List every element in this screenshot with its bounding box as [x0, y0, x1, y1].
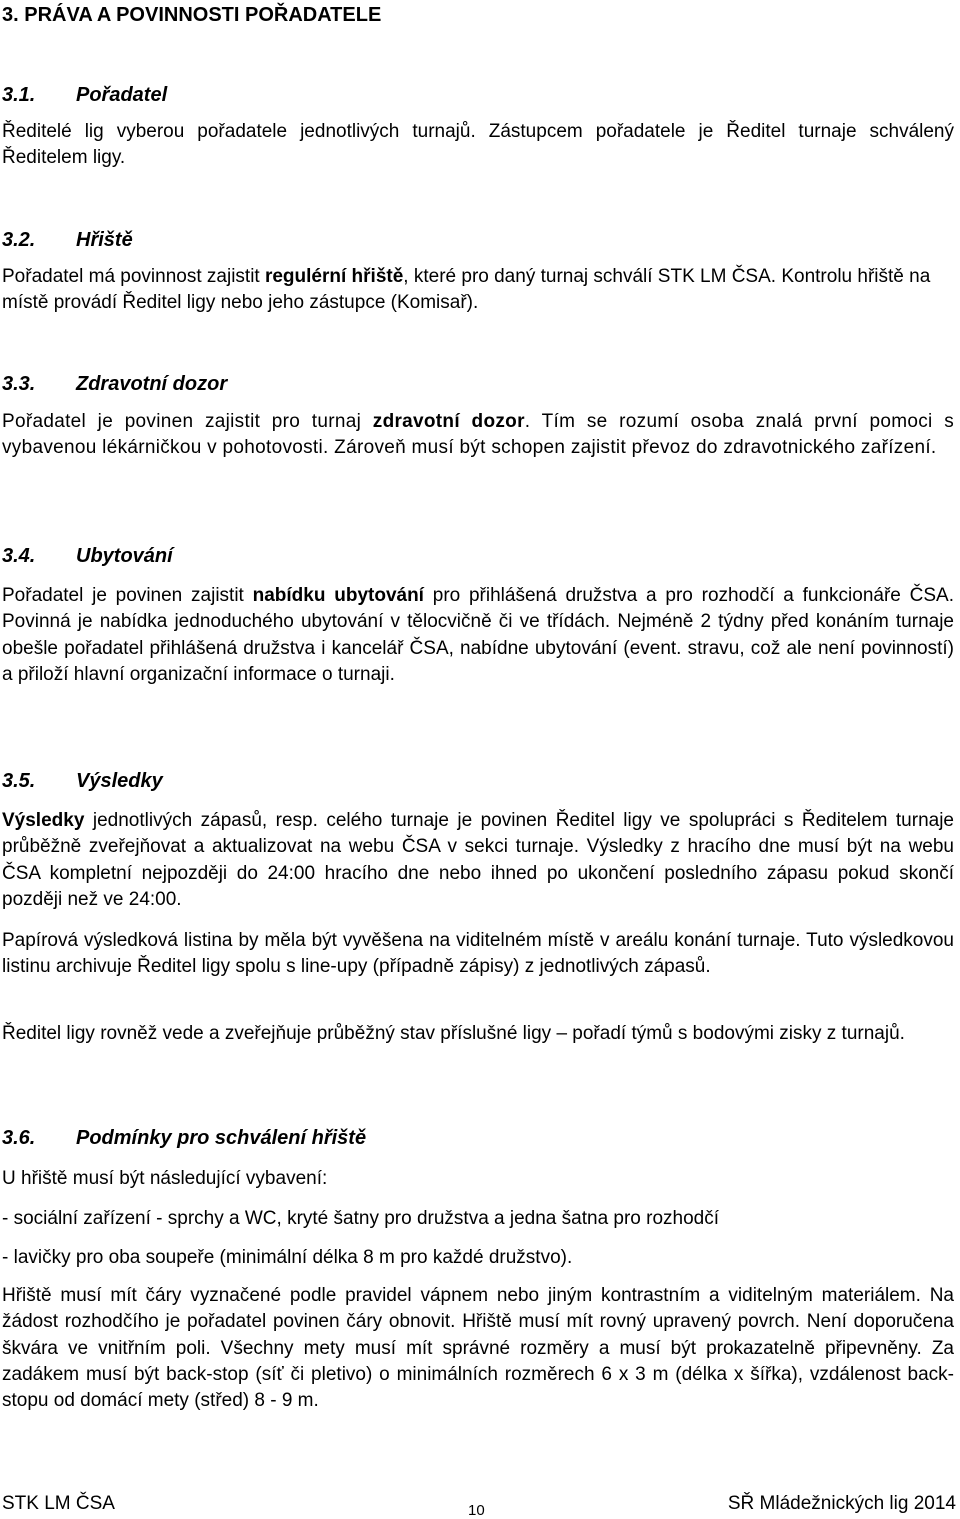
text-run: Pořadatel je povinen zajistit pro turnaj: [2, 411, 373, 432]
section-title: Podmínky pro schválení hřiště: [76, 1127, 367, 1149]
bold-term: nabídku ubytování: [252, 585, 424, 606]
list-item: - lavičky pro oba soupeře (minimální délka 8 m pro každé družstvo).: [2, 1247, 573, 1268]
text-run: , které pro daný turnaj schválí STK LM ČSA. Kontrolu hřiště na místě provádí Ředitel ligy nebo jeho zástupce (Komisař).: [2, 266, 931, 314]
paragraph: [2, 808, 954, 913]
text-run: jednotlivých zápasů, resp. celého turnaje je povinen Ředitel ligy ve spolupráci s Ředitelem turnaje průběžně zveřejňovat a aktualizovat na webu ČSA v sekci turnaje. Výsledky z hracího dne musí být na webu ČSA kompletní nejpozději do 24:00 hracího dne nebo ihned po ukončení posledního zápasu pokud skončí později než ve 24:00.: [2, 810, 954, 910]
section-title: Hřiště: [76, 229, 133, 251]
bold-term: regulérní hřiště: [264, 266, 404, 287]
text-run: Pořadatel má povinnost zajistit: [2, 266, 265, 287]
paragraph: [2, 409, 954, 462]
paragraph: [2, 264, 954, 317]
section-title: Pořadatel: [76, 84, 168, 106]
text-run: pro přihlášená družstva a pro rozhodčí a funkcionáře ČSA. Povinná je nabídka jednoduchého ubytování v tělocvičně či ve třídách. Nejméně 2 týdny před konáním turnaje obešle pořadatel přihlášená družstva i kancelář ČSA, nabídne ubytování (event. stravu, což ale není povinností) a přiloží hlavní organizační informace o turnaji.: [2, 585, 954, 685]
chapter-heading: 3. PRÁVA A POVINNOSTI POŘADATELE: [2, 4, 382, 26]
footer-right: SŘ Mládežnických lig 2014: [727, 1493, 956, 1514]
section-number: 3.5.: [2, 770, 36, 792]
section-title: Výsledky: [76, 770, 163, 792]
section-number: 3.2.: [2, 229, 36, 251]
section-number: 3.4.: [2, 545, 36, 567]
text-run: . Tím se rozumí osoba znalá první pomoci s vybavenou lékárničkou v pohotovosti. Zároveň musí být schopen zajistit převoz do zdravotnického zařízení.: [2, 411, 954, 459]
paragraph: Hřiště musí mít čáry vyznačené podle pravidel vápnem nebo jiným kontrastním a viditelným materiálem. Na žádost rozhodčího je pořadatel povinen čáry obnovit. Hřiště musí mít rovný upravený povrch. Není doporučena škvára ve vnitřním poli. Všechny mety musí mít správné rozměry a musí být prokazatelně připevněny. Za zadákem musí být back-stop (síť či pletivo) o minimálních rozměrech 6 x 3 m (délka x šířka), vzdálenost back-stopu od domácí mety (střed) 8 - 9 m.: [2, 1285, 954, 1412]
paragraph: Ředitel ligy rovněž vede a zveřejňuje průběžný stav příslušné ligy – pořadí týmů s bodovými zisky z turnajů.: [2, 1023, 905, 1044]
paragraph: Papírová výsledková listina by měla být vyvěšena na viditelném místě v areálu konání turnaje. Tuto výsledkovou listinu archivuje Ředitel ligy spolu s line-upy (případně zápisy) z jednotlivých zápasů.: [2, 930, 954, 978]
bold-term: zdravotní dozor: [372, 411, 525, 432]
page-number: 10: [468, 1502, 485, 1519]
bold-term: Výsledky: [2, 810, 85, 831]
text-run: Pořadatel je povinen zajistit: [2, 585, 253, 606]
section-number: 3.3.: [2, 373, 36, 395]
paragraph: Ředitelé lig vyberou pořadatele jednotlivých turnajů. Zástupcem pořadatele je Ředitel turnaje schválený Ředitelem ligy.: [2, 121, 954, 169]
section-title: Zdravotní dozor: [76, 373, 228, 395]
list-item: - sociální zařízení - sprchy a WC, kryté šatny pro družstva a jedna šatna pro rozhodčí: [2, 1208, 720, 1229]
section-number: 3.1.: [2, 84, 36, 106]
section-title: Ubytování: [76, 545, 173, 567]
paragraph: U hřiště musí být následující vybavení:: [2, 1168, 328, 1189]
section-number: 3.6.: [2, 1127, 36, 1149]
footer-left: STK LM ČSA: [2, 1493, 115, 1514]
paragraph: [2, 583, 954, 688]
